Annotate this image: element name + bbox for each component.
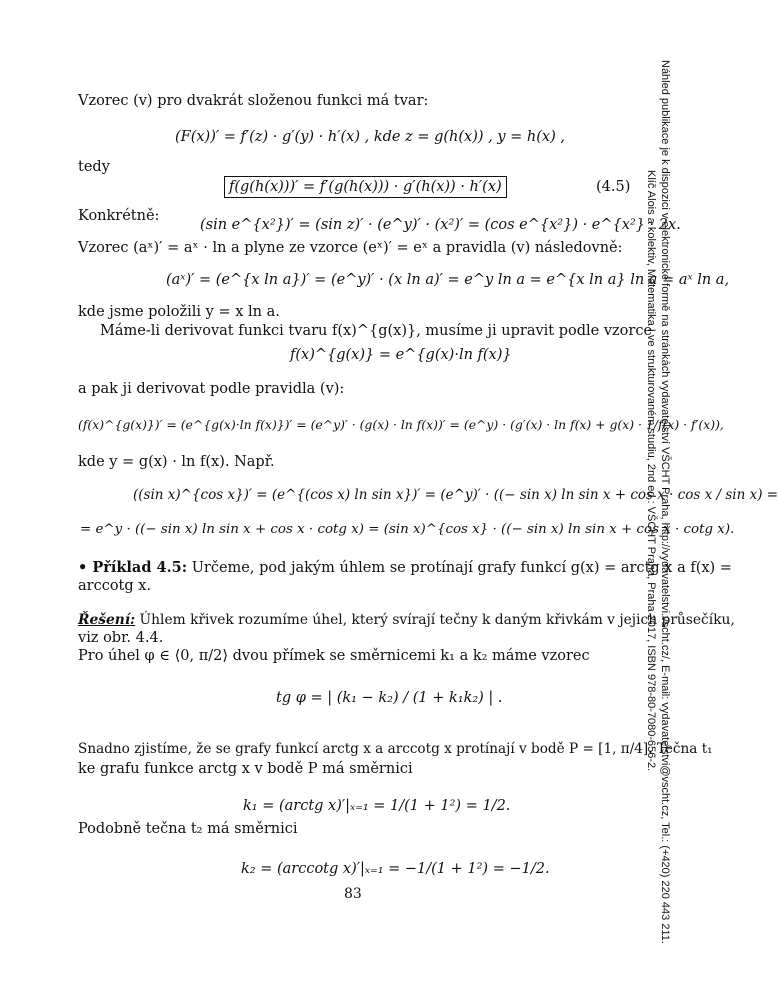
solution — [78, 611, 735, 629]
solution-text: Úhlem křivek rozumíme úhel, který svírají tečny k daným křivkám v jejich průsečíku, — [139, 612, 735, 628]
solution-label: Řešení: — [78, 612, 136, 628]
word-konkretne: Konkrétně: — [78, 208, 160, 224]
example-text-2: arccotg x. — [78, 578, 152, 594]
paragraph-vzorec-ax: Vzorec (aˣ)′ = aˣ · ln a plyne ze vzorce (eˣ)′ = eˣ a pravidla (v) následovně: — [78, 240, 623, 256]
example-text: Určeme, pod jakým úhlem se protínají grafy funkcí g(x) = arctg x a f(x) = — [191, 560, 732, 576]
boxed-equation: f(g(h(x)))′ = f′(g(h(x))) · g′(h(x)) · h′(x) — [224, 176, 507, 198]
word-tedy: tedy — [78, 159, 110, 175]
paragraph-snadno-2: ke grafu funkce arctg x v bodě P má směrnici — [78, 761, 413, 777]
equation-k2: k₂ = (arccotg x)′|ₓ₌₁ = −1/(1 + 1²) = −1/2. — [241, 861, 550, 877]
equation-chain-rule: (F(x))′ = f′(z) · g′(y) · h′(x) , kde z = g(h(x)) , y = h(x) , — [175, 129, 565, 145]
paragraph-pro-uhel: Pro úhel φ ∈ ⟨0, π/2⟩ dvou přímek se směrnicemi k₁ a k₂ máme vzorec — [78, 648, 590, 664]
equation-tg-phi: tg φ = | (k₁ − k₂) / (1 + k₁k₂) | . — [276, 690, 503, 706]
solution-text-2: viz obr. 4.4. — [78, 630, 164, 646]
side-note-line-2: Klíč Alois a kolektiv, Matematika I ve strukturovaném studiu, 2nd ed.: VŠCHT Praha, Praha 2017, ISBN 978-80-7080-656-2. — [645, 170, 657, 772]
paragraph-podobne: Podobně tečna t₂ má směrnici — [78, 821, 298, 837]
equation-long-derivative: (f(x)^{g(x)})′ = (e^{g(x)·ln f(x)})′ = (e^y)′ · (g(x) · ln f(x))′ = (e^y) · (g′(x) · ln f(x) + g(x) · 1/f(x) · f′(x)), — [78, 417, 724, 432]
side-note-line-1: Náhled publikace je k dispozici v elektronické formě na stránkách vydavatelství VŠCHT Praha, http://vydavatelstvi.vscht.cz/, E-mail: vydavatelstvi@vscht.cz, Tel.: (+420) 220 443 211. — [659, 60, 671, 944]
equation-number: (4.5) — [596, 179, 631, 195]
paragraph-snadno: Snadno zjistíme, že se grafy funkcí arctg x a arccotg x protínají v bodě P = [1, π/4]. Tečna t₁ — [78, 741, 713, 757]
equation-f-power-g: f(x)^{g(x)} = e^{g(x)·ln f(x)} — [290, 347, 512, 363]
equation-k1: k₁ = (arctg x)′|ₓ₌₁ = 1/(1 + 1²) = 1/2. — [243, 798, 511, 814]
paragraph-kde-y: kde jsme položili y = x ln a. — [78, 304, 280, 320]
paragraph-kde-napr: kde y = g(x) · ln f(x). Např. — [78, 454, 275, 470]
equation-ax: (aˣ)′ = (e^{x ln a})′ = (e^y)′ · (x ln a)′ = e^y ln a = e^{x ln a} ln a = aˣ ln a, — [166, 272, 730, 288]
paragraph-mame-li: Máme-li derivovat funkci tvaru f(x)^{g(x)}, musíme ji upravit podle vzorce — [100, 323, 653, 339]
equation-sinx-line-1: ((sin x)^{cos x})′ = (e^{(cos x) ln sin x})′ = (e^y)′ · ((− sin x) ln sin x + cos x · cos x / sin x) = — [133, 487, 778, 503]
equation-sin-exp: (sin e^{x²})′ = (sin z)′ · (e^y)′ · (x²)′ = (cos e^{x²}) · e^{x²} · 2x. — [200, 217, 681, 233]
paragraph-intro: Vzorec (v) pro dvakrát složenou funkci má tvar: — [78, 93, 429, 109]
example-label: • Příklad 4.5: — [78, 559, 188, 576]
equation-sinx-line-2: = e^y · ((− sin x) ln sin x + cos x · cotg x) = (sin x)^{cos x} · ((− sin x) ln sin x + cos x · cotg x). — [80, 522, 735, 537]
paragraph-a-pak: a pak ji derivovat podle pravidla (v): — [78, 381, 345, 397]
page-number: 83 — [344, 886, 362, 902]
example-4-5 — [78, 559, 732, 577]
